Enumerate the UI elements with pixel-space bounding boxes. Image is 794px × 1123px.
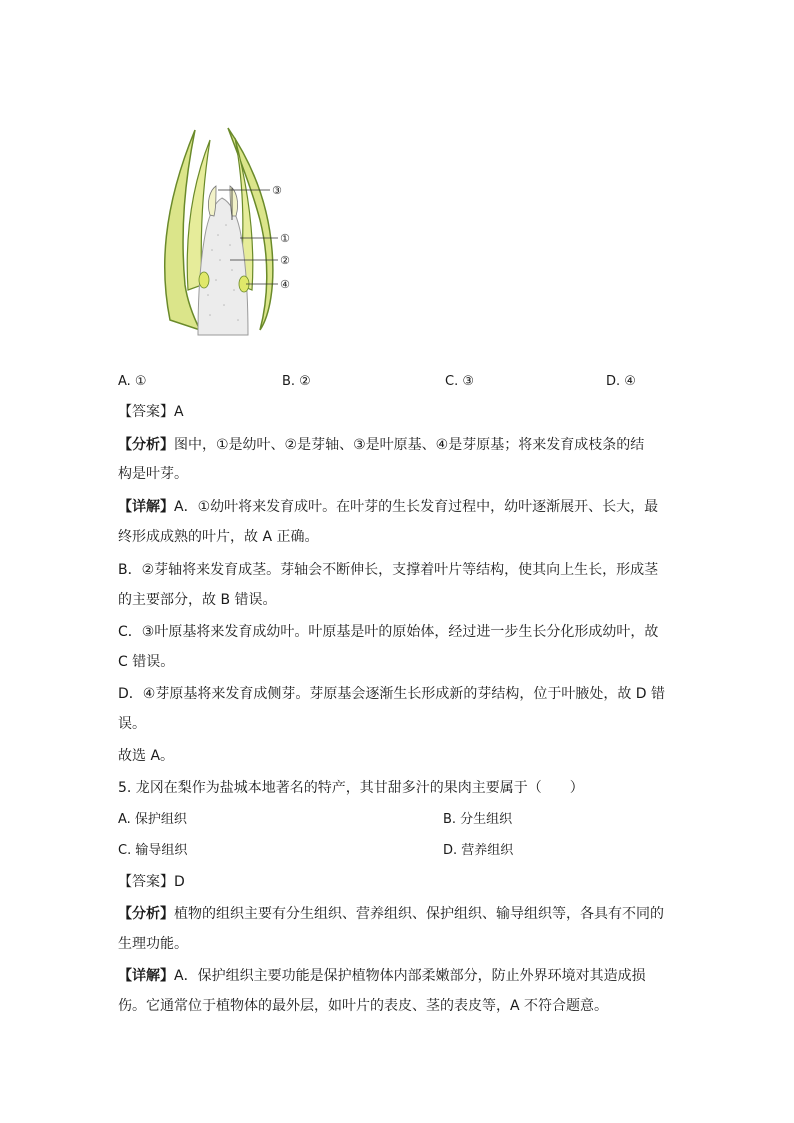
callout-4: ④ — [280, 278, 290, 291]
q4-analysis-tag: 【分析】 — [118, 437, 174, 453]
q4-detail-b-line-1: B．②芽轴将来发育成茎。芽轴会不断伸长，支撑着叶片等结构，使其向上生长，形成茎 — [118, 562, 659, 578]
bud-primordium-left — [199, 272, 209, 288]
q4-detail-a-text: A．①幼叶将来发育成叶。在叶芽的生长发育过程中，幼叶逐渐展开、长大，最 — [174, 499, 659, 515]
leaf-primordium-right — [230, 186, 238, 216]
q4-detail-c-line-1: C．③叶原基将来发育成幼叶。叶原基是叶的原始体，经过进一步生长分化形成幼叶，故 — [118, 624, 659, 640]
leaf-bud-diagram — [140, 120, 310, 340]
q4-analysis-line-1 — [118, 435, 644, 455]
q5-detail-a-line-2: 伤。它通常位于植物体的最外层，如叶片的表皮、茎的表皮等，A 不符合题意。 — [118, 998, 609, 1014]
q5-question: 5. 龙冈在梨作为盐城本地著名的特产，其甘甜多汁的果肉主要属于（ ） — [118, 780, 584, 796]
q4-detail-d-line-2: 误。 — [118, 716, 146, 732]
q5-detail-tag: 【详解】 — [118, 968, 174, 984]
callout-1: ① — [280, 232, 290, 245]
q4-detail-tag: 【详解】 — [118, 499, 174, 515]
q4-detail-a-line-2: 终形成成熟的叶片，故 A 正确。 — [118, 529, 319, 545]
q5-option-b: B. 分生组织 — [443, 812, 513, 827]
q4-option-c: C. ③ — [445, 374, 474, 389]
q5-detail-a-text: A．保护组织主要功能是保护植物体内部柔嫩部分，防止外界环境对其造成损 — [174, 968, 646, 984]
q4-analysis-line-2: 构是叶芽。 — [118, 466, 188, 482]
q4-detail-c-line-2: C 错误。 — [118, 654, 175, 670]
q4-option-a: A. ① — [118, 374, 147, 389]
q5-analysis-line-2: 生理功能。 — [118, 936, 188, 952]
q5-analysis-tag: 【分析】 — [118, 906, 174, 922]
q5-detail-a-line-1 — [118, 966, 646, 986]
bud-axis — [198, 198, 248, 335]
q5-option-a: A. 保护组织 — [118, 812, 187, 827]
q4-detail-d-line-1: D．④芽原基将来发育成侧芽。芽原基会逐渐生长形成新的芽结构，位于叶腋处，故 D 错 — [118, 686, 666, 702]
q5-analysis-line-1 — [118, 904, 664, 924]
q4-option-d: D. ④ — [606, 374, 636, 389]
q4-conclusion: 故选 A。 — [118, 748, 175, 764]
q4-detail-a-line-1 — [118, 497, 658, 517]
q4-analysis-text: 图中，①是幼叶、②是芽轴、③是叶原基、④是芽原基；将来发育成枝条的结 — [174, 437, 645, 453]
q5-analysis-text: 植物的组织主要有分生组织、营养组织、保护组织、输导组织等，各具有不同的 — [174, 906, 664, 922]
q5-answer: 【答案】D — [118, 874, 185, 890]
callout-3: ③ — [272, 184, 282, 197]
q5-option-d: D. 营养组织 — [443, 843, 514, 858]
q4-option-b: B. ② — [282, 374, 311, 389]
leaf-primordium-left — [208, 186, 216, 216]
leaf-bud-illustration — [140, 120, 310, 340]
callout-2: ② — [280, 254, 290, 267]
q4-detail-b-line-2: 的主要部分，故 B 错误。 — [118, 592, 277, 608]
q4-answer: 【答案】A — [118, 404, 184, 420]
q5-option-c: C. 输导组织 — [118, 843, 188, 858]
